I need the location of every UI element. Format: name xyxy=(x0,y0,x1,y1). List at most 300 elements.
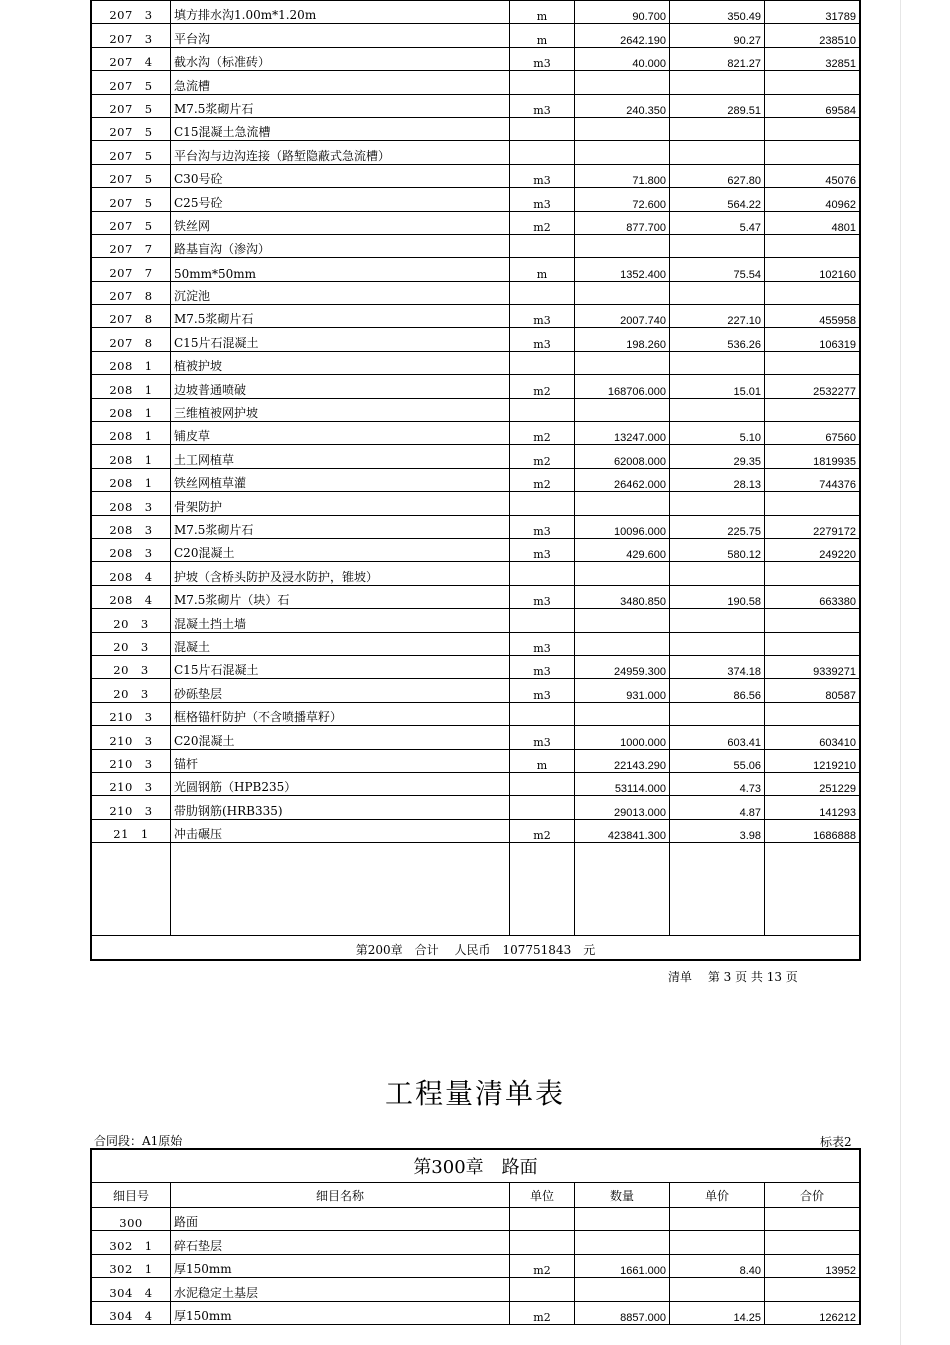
item-code: 20 3 xyxy=(91,609,171,632)
item-unit-price: 821.27 xyxy=(670,47,765,70)
item-unit-price: 564.22 xyxy=(670,188,765,211)
item-quantity xyxy=(575,1278,670,1301)
item-code: 207 7 xyxy=(91,234,171,257)
table-row xyxy=(91,1231,860,1254)
item-code: 208 4 xyxy=(91,562,171,585)
table-row xyxy=(91,796,860,819)
item-name: C30号砼 xyxy=(171,164,510,187)
table-row xyxy=(91,1208,860,1231)
item-unit xyxy=(510,117,575,140)
item-name: 带肋钢筋(HRB335) xyxy=(171,796,510,819)
item-name: C20混凝土 xyxy=(171,726,510,749)
item-unit: m3 xyxy=(510,47,575,70)
item-quantity xyxy=(575,71,670,94)
item-unit-price xyxy=(670,702,765,725)
item-total: 251229 xyxy=(765,772,861,795)
item-unit-price xyxy=(670,1231,765,1254)
item-quantity: 198.260 xyxy=(575,328,670,351)
table-row xyxy=(91,632,860,655)
item-total xyxy=(765,609,861,632)
item-code: 208 3 xyxy=(91,538,171,561)
item-code: 208 1 xyxy=(91,351,171,374)
blank-row xyxy=(91,843,860,936)
table-row xyxy=(91,375,860,398)
item-name: 沉淀池 xyxy=(171,281,510,304)
item-unit xyxy=(510,609,575,632)
item-code: 208 1 xyxy=(91,468,171,491)
table-row xyxy=(91,281,860,304)
item-unit-price xyxy=(670,562,765,585)
table-row xyxy=(91,305,860,328)
item-code: 210 3 xyxy=(91,702,171,725)
item-name: C20混凝土 xyxy=(171,538,510,561)
item-unit-price: 289.51 xyxy=(670,94,765,117)
item-unit xyxy=(510,702,575,725)
item-quantity: 2007.740 xyxy=(575,305,670,328)
item-unit-price: 4.73 xyxy=(670,772,765,795)
document-title: 工程量清单表 xyxy=(384,1077,565,1110)
item-unit: m2 xyxy=(510,1301,575,1324)
item-unit: m2 xyxy=(510,468,575,491)
item-code: 20 3 xyxy=(91,679,171,702)
item-code: 210 3 xyxy=(91,796,171,819)
item-unit-price: 225.75 xyxy=(670,515,765,538)
table-row xyxy=(91,94,860,117)
item-code: 207 4 xyxy=(91,47,171,70)
table-row xyxy=(91,258,860,281)
item-unit-price: 86.56 xyxy=(670,679,765,702)
item-name: 厚150mm xyxy=(171,1254,510,1277)
item-quantity xyxy=(575,234,670,257)
item-code: 302 1 xyxy=(91,1254,171,1277)
item-unit-price xyxy=(670,234,765,257)
table-row xyxy=(91,445,860,468)
item-unit-price: 580.12 xyxy=(670,538,765,561)
table-row xyxy=(91,1278,860,1301)
item-unit-price: 190.58 xyxy=(670,585,765,608)
item-name: 碎石垫层 xyxy=(171,1231,510,1254)
table-row xyxy=(91,609,860,632)
item-unit-price: 350.49 xyxy=(670,1,765,24)
item-name: M7.5浆砌片（块）石 xyxy=(171,585,510,608)
item-total xyxy=(765,281,861,304)
item-unit xyxy=(510,141,575,164)
item-total xyxy=(765,234,861,257)
item-quantity: 26462.000 xyxy=(575,468,670,491)
item-quantity: 423841.300 xyxy=(575,819,670,842)
item-quantity: 2642.190 xyxy=(575,24,670,47)
item-quantity xyxy=(575,1231,670,1254)
item-unit: m3 xyxy=(510,655,575,678)
item-unit-price xyxy=(670,492,765,515)
item-quantity xyxy=(575,1208,670,1231)
item-quantity xyxy=(575,141,670,164)
item-unit: m2 xyxy=(510,375,575,398)
item-unit: m xyxy=(510,749,575,772)
item-unit: m3 xyxy=(510,94,575,117)
page-info: 清单 第 3 页 共 13 页 xyxy=(668,970,798,984)
item-quantity: 29013.000 xyxy=(575,796,670,819)
item-total: 67560 xyxy=(765,422,861,445)
item-code: 21 1 xyxy=(91,819,171,842)
bill-table-chapter-300 xyxy=(90,1148,861,1325)
item-unit-price: 227.10 xyxy=(670,305,765,328)
form-number: 标表2 xyxy=(820,1135,852,1149)
item-quantity: 240.350 xyxy=(575,94,670,117)
item-code: 208 3 xyxy=(91,492,171,515)
item-code: 207 8 xyxy=(91,305,171,328)
item-code: 207 5 xyxy=(91,188,171,211)
item-total: 603410 xyxy=(765,726,861,749)
item-unit-price: 14.25 xyxy=(670,1301,765,1324)
item-unit-price: 3.98 xyxy=(670,819,765,842)
table-row xyxy=(91,772,860,795)
item-unit: m3 xyxy=(510,188,575,211)
item-total: 106319 xyxy=(765,328,861,351)
table-row xyxy=(91,702,860,725)
item-code: 207 5 xyxy=(91,117,171,140)
item-quantity: 13247.000 xyxy=(575,422,670,445)
item-unit-price: 536.26 xyxy=(670,328,765,351)
item-total: 102160 xyxy=(765,258,861,281)
item-code: 300 xyxy=(91,1208,171,1231)
item-code: 207 5 xyxy=(91,211,171,234)
item-total: 1686888 xyxy=(765,819,861,842)
item-unit-price: 8.40 xyxy=(670,1254,765,1277)
item-code: 304 4 xyxy=(91,1278,171,1301)
item-unit-price: 4.87 xyxy=(670,796,765,819)
item-name: 水泥稳定土基层 xyxy=(171,1278,510,1301)
item-unit xyxy=(510,281,575,304)
item-name: 框格锚杆防护（不含喷播草籽） xyxy=(171,702,510,725)
item-total xyxy=(765,702,861,725)
header-total: 合价 xyxy=(765,1183,861,1208)
table-row xyxy=(91,679,860,702)
item-unit: m2 xyxy=(510,1254,575,1277)
item-total xyxy=(765,71,861,94)
item-quantity xyxy=(575,117,670,140)
item-quantity: 22143.290 xyxy=(575,749,670,772)
item-unit xyxy=(510,796,575,819)
item-code: 207 8 xyxy=(91,328,171,351)
item-unit-price: 55.06 xyxy=(670,749,765,772)
item-code: 207 3 xyxy=(91,1,171,24)
item-code: 304 4 xyxy=(91,1301,171,1324)
item-name: C15片石混凝土 xyxy=(171,328,510,351)
item-unit: m3 xyxy=(510,538,575,561)
item-unit-price xyxy=(670,117,765,140)
item-unit: m xyxy=(510,1,575,24)
item-total xyxy=(765,1231,861,1254)
item-total: 69584 xyxy=(765,94,861,117)
item-quantity: 1000.000 xyxy=(575,726,670,749)
item-name: 土工网植草 xyxy=(171,445,510,468)
item-quantity: 62008.000 xyxy=(575,445,670,468)
table-row xyxy=(91,328,860,351)
item-unit-price xyxy=(670,609,765,632)
item-unit xyxy=(510,1231,575,1254)
table-row xyxy=(91,164,860,187)
item-unit-price xyxy=(670,141,765,164)
item-total: 40962 xyxy=(765,188,861,211)
item-name: 植被护坡 xyxy=(171,351,510,374)
item-total: 663380 xyxy=(765,585,861,608)
item-unit-price xyxy=(670,351,765,374)
item-unit: m3 xyxy=(510,305,575,328)
header-name: 细目名称 xyxy=(171,1183,510,1208)
item-unit xyxy=(510,71,575,94)
table-row xyxy=(91,749,860,772)
table-row xyxy=(91,1,860,24)
item-name: 锚杆 xyxy=(171,749,510,772)
item-unit-price xyxy=(670,632,765,655)
item-total: 45076 xyxy=(765,164,861,187)
item-unit-price: 75.54 xyxy=(670,258,765,281)
item-total: 9339271 xyxy=(765,655,861,678)
item-code: 302 1 xyxy=(91,1231,171,1254)
item-unit xyxy=(510,492,575,515)
item-name: 铁丝网 xyxy=(171,211,510,234)
item-quantity: 877.700 xyxy=(575,211,670,234)
item-total: 744376 xyxy=(765,468,861,491)
item-code: 210 3 xyxy=(91,749,171,772)
item-unit xyxy=(510,562,575,585)
item-unit-price xyxy=(670,71,765,94)
item-code: 207 5 xyxy=(91,164,171,187)
item-total: 238510 xyxy=(765,24,861,47)
table-row xyxy=(91,655,860,678)
item-unit-price: 374.18 xyxy=(670,655,765,678)
table-row xyxy=(91,47,860,70)
item-name: M7.5浆砌片石 xyxy=(171,94,510,117)
page-edge-line xyxy=(900,0,901,1345)
item-total: 80587 xyxy=(765,679,861,702)
item-code: 208 1 xyxy=(91,375,171,398)
table-row xyxy=(91,562,860,585)
item-unit: m3 xyxy=(510,515,575,538)
item-unit xyxy=(510,351,575,374)
item-total: 31789 xyxy=(765,1,861,24)
item-quantity xyxy=(575,562,670,585)
item-quantity xyxy=(575,398,670,421)
item-name: 砂砾垫层 xyxy=(171,679,510,702)
item-unit-price: 90.27 xyxy=(670,24,765,47)
item-unit xyxy=(510,398,575,421)
item-unit xyxy=(510,1278,575,1301)
item-quantity: 1661.000 xyxy=(575,1254,670,1277)
item-total: 126212 xyxy=(765,1301,861,1324)
item-unit-price: 603.41 xyxy=(670,726,765,749)
table-row xyxy=(91,1254,860,1277)
item-quantity: 10096.000 xyxy=(575,515,670,538)
table-row xyxy=(91,515,860,538)
table-row xyxy=(91,24,860,47)
item-name: 50mm*50mm xyxy=(171,258,510,281)
item-quantity xyxy=(575,351,670,374)
item-total: 141293 xyxy=(765,796,861,819)
item-name: 急流槽 xyxy=(171,71,510,94)
item-quantity xyxy=(575,702,670,725)
item-total xyxy=(765,141,861,164)
chapter-heading-row xyxy=(91,1149,860,1183)
item-name: C15混凝土急流槽 xyxy=(171,117,510,140)
table-row xyxy=(91,117,860,140)
column-header-row xyxy=(91,1183,860,1208)
item-code: 207 5 xyxy=(91,141,171,164)
item-name: 混凝土挡土墙 xyxy=(171,609,510,632)
item-unit: m xyxy=(510,24,575,47)
item-code: 20 3 xyxy=(91,632,171,655)
item-quantity: 3480.850 xyxy=(575,585,670,608)
item-name: 冲击碾压 xyxy=(171,819,510,842)
table-row xyxy=(91,819,860,842)
item-unit: m2 xyxy=(510,445,575,468)
item-name: 填方排水沟1.00m*1.20m xyxy=(171,1,510,24)
table-row xyxy=(91,422,860,445)
table-row xyxy=(91,585,860,608)
item-unit-price xyxy=(670,281,765,304)
table-row xyxy=(91,1301,860,1324)
item-name: 护坡（含桥头防护及浸水防护，锥坡） xyxy=(171,562,510,585)
item-quantity: 429.600 xyxy=(575,538,670,561)
item-quantity: 53114.000 xyxy=(575,772,670,795)
item-code: 210 3 xyxy=(91,772,171,795)
item-name: C25号砼 xyxy=(171,188,510,211)
item-total xyxy=(765,117,861,140)
item-name: 平台沟与边沟连接（路堑隐蔽式急流槽） xyxy=(171,141,510,164)
item-quantity: 72.600 xyxy=(575,188,670,211)
item-total: 1819935 xyxy=(765,445,861,468)
item-name: 骨架防护 xyxy=(171,492,510,515)
item-quantity: 168706.000 xyxy=(575,375,670,398)
item-code: 20 3 xyxy=(91,655,171,678)
item-unit: m2 xyxy=(510,211,575,234)
header-price: 单价 xyxy=(670,1183,765,1208)
bill-table-chapter-200 xyxy=(90,0,861,961)
item-name: 截水沟（标准砖） xyxy=(171,47,510,70)
item-code: 207 7 xyxy=(91,258,171,281)
table-row xyxy=(91,492,860,515)
item-name: 平台沟 xyxy=(171,24,510,47)
item-total: 13952 xyxy=(765,1254,861,1277)
item-total xyxy=(765,632,861,655)
item-unit: m3 xyxy=(510,632,575,655)
table-row xyxy=(91,141,860,164)
table-row xyxy=(91,398,860,421)
chapter-heading: 第300章 路面 xyxy=(91,1149,860,1183)
item-unit-price: 15.01 xyxy=(670,375,765,398)
item-code: 207 8 xyxy=(91,281,171,304)
item-unit: m3 xyxy=(510,164,575,187)
item-code: 208 1 xyxy=(91,422,171,445)
chapter-total-text: 第200章 合计 人民币 107751843 元 xyxy=(91,936,860,961)
table-row xyxy=(91,538,860,561)
item-unit xyxy=(510,1208,575,1231)
item-code: 208 3 xyxy=(91,515,171,538)
item-unit-price xyxy=(670,398,765,421)
item-total: 455958 xyxy=(765,305,861,328)
item-code: 208 1 xyxy=(91,398,171,421)
item-code: 207 5 xyxy=(91,94,171,117)
item-name: M7.5浆砌片石 xyxy=(171,305,510,328)
item-quantity xyxy=(575,281,670,304)
item-code: 207 5 xyxy=(91,71,171,94)
item-quantity: 931.000 xyxy=(575,679,670,702)
item-total xyxy=(765,351,861,374)
table-row xyxy=(91,726,860,749)
item-quantity xyxy=(575,632,670,655)
item-unit: m3 xyxy=(510,328,575,351)
item-name: 三维植被网护坡 xyxy=(171,398,510,421)
item-total xyxy=(765,1278,861,1301)
item-total: 32851 xyxy=(765,47,861,70)
item-quantity: 8857.000 xyxy=(575,1301,670,1324)
item-unit-price: 28.13 xyxy=(670,468,765,491)
item-unit: m3 xyxy=(510,679,575,702)
item-unit: m2 xyxy=(510,422,575,445)
item-unit: m3 xyxy=(510,726,575,749)
item-unit-price: 5.47 xyxy=(670,211,765,234)
chapter-total-row xyxy=(91,936,860,961)
table-row xyxy=(91,188,860,211)
item-name: M7.5浆砌片石 xyxy=(171,515,510,538)
table-row xyxy=(91,351,860,374)
item-total: 249220 xyxy=(765,538,861,561)
item-quantity xyxy=(575,609,670,632)
item-total xyxy=(765,562,861,585)
item-name: 混凝土 xyxy=(171,632,510,655)
item-unit-price: 627.80 xyxy=(670,164,765,187)
item-quantity: 90.700 xyxy=(575,1,670,24)
header-code: 细目号 xyxy=(91,1183,171,1208)
item-quantity xyxy=(575,492,670,515)
item-code: 210 3 xyxy=(91,726,171,749)
item-total: 2532277 xyxy=(765,375,861,398)
table-row xyxy=(91,211,860,234)
table-row xyxy=(91,234,860,257)
item-unit-price xyxy=(670,1208,765,1231)
item-quantity: 40.000 xyxy=(575,47,670,70)
item-quantity: 1352.400 xyxy=(575,258,670,281)
item-name: C15片石混凝土 xyxy=(171,655,510,678)
item-name: 铁丝网植草灌 xyxy=(171,468,510,491)
item-code: 207 3 xyxy=(91,24,171,47)
table-row xyxy=(91,468,860,491)
item-unit: m3 xyxy=(510,585,575,608)
item-quantity: 24959.300 xyxy=(575,655,670,678)
item-unit xyxy=(510,772,575,795)
item-unit-price: 29.35 xyxy=(670,445,765,468)
header-qty: 数量 xyxy=(575,1183,670,1208)
item-code: 208 4 xyxy=(91,585,171,608)
item-unit: m2 xyxy=(510,819,575,842)
item-name: 边坡普通喷破 xyxy=(171,375,510,398)
item-unit: m xyxy=(510,258,575,281)
item-total: 4801 xyxy=(765,211,861,234)
item-total: 1219210 xyxy=(765,749,861,772)
item-total xyxy=(765,492,861,515)
item-quantity: 71.800 xyxy=(575,164,670,187)
item-name: 厚150mm xyxy=(171,1301,510,1324)
item-unit xyxy=(510,234,575,257)
header-unit: 单位 xyxy=(510,1183,575,1208)
item-total: 2279172 xyxy=(765,515,861,538)
item-name: 光圆钢筋（HPB235） xyxy=(171,772,510,795)
item-unit-price xyxy=(670,1278,765,1301)
table-row xyxy=(91,71,860,94)
contract-section-label: 合同段：A1原始 xyxy=(94,1134,183,1148)
item-total xyxy=(765,1208,861,1231)
